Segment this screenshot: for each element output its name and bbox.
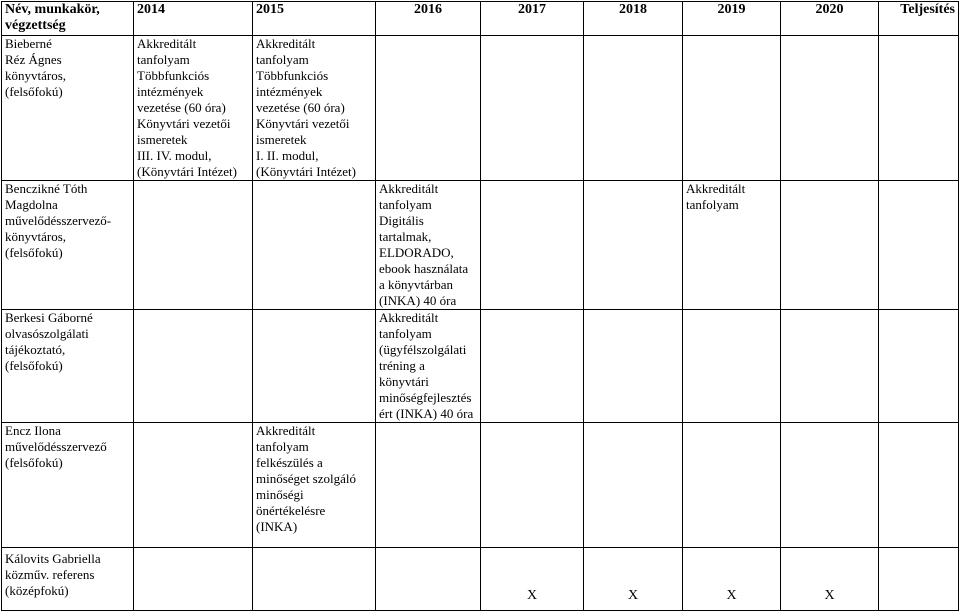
- empty-cell: [781, 423, 879, 548]
- header-year-2020: 2020: [781, 2, 879, 36]
- empty-cell: [879, 36, 959, 181]
- empty-cell: [376, 36, 481, 181]
- empty-cell: [134, 423, 253, 548]
- mark-2020: X: [781, 548, 879, 611]
- empty-cell: [134, 310, 253, 423]
- empty-cell: [481, 310, 584, 423]
- empty-cell: [134, 548, 253, 611]
- header-year-2014: 2014: [134, 2, 253, 36]
- training-plan-table: [1, 1, 959, 611]
- mark-2018: X: [584, 548, 683, 611]
- header-year-2015: 2015: [253, 2, 376, 36]
- header-teljesites: Teljesítés: [879, 2, 959, 36]
- empty-cell: [134, 181, 253, 310]
- table-row: [2, 548, 959, 611]
- empty-cell: [584, 36, 683, 181]
- training-cell-2019: Akkreditált tanfolyam: [683, 181, 781, 310]
- table-row: [2, 36, 959, 181]
- mark-2019: X: [683, 548, 781, 611]
- empty-cell: [879, 548, 959, 611]
- empty-cell: [879, 423, 959, 548]
- empty-cell: [683, 36, 781, 181]
- training-cell-2015: Akkreditált tanfolyam felkészülés a minőséget szolgáló minőségi önértékelésre (INKA): [253, 423, 376, 548]
- empty-cell: [376, 423, 481, 548]
- empty-cell: [879, 310, 959, 423]
- empty-cell: [781, 181, 879, 310]
- header-year-2017: 2017: [481, 2, 584, 36]
- table-row: [2, 423, 959, 548]
- empty-cell: [253, 548, 376, 611]
- training-cell-2015: Akkreditált tanfolyam Többfunkciós intézmények vezetése (60 óra) Könyvtári vezetői ismeretek I. II. modul, (Könyvtári Intézet): [253, 36, 376, 181]
- person-cell: Kálovits Gabriella közműv. referens (középfokú): [2, 548, 134, 611]
- empty-cell: [683, 310, 781, 423]
- empty-cell: [481, 423, 584, 548]
- training-cell-2016: Akkreditált tanfolyam Digitális tartalmak, ELDORADO, ebook használata a könyvtárban (INKA) 40 óra: [376, 181, 481, 310]
- training-cell-2014: Akkreditált tanfolyam Többfunkciós intézmények vezetése (60 óra) Könyvtári vezetői ismeretek III. IV. modul, (Könyvtári Intézet): [134, 36, 253, 181]
- empty-cell: [253, 310, 376, 423]
- empty-cell: [781, 310, 879, 423]
- person-cell: Bieberné Réz Ágnes könyvtáros, (felsőfokú): [2, 36, 134, 181]
- empty-cell: [481, 36, 584, 181]
- table-row: [2, 310, 959, 423]
- empty-cell: [781, 36, 879, 181]
- header-name: Név, munkakör, végzettség: [2, 2, 134, 36]
- person-cell: Benczikné Tóth Magdolna művelődésszervező- könyvtáros, (felsőfokú): [2, 181, 134, 310]
- training-cell-2016: Akkreditált tanfolyam (ügyfélszolgálati tréning a könyvtári minőségfejlesztés ért (INKA) 40 óra: [376, 310, 481, 423]
- empty-cell: [253, 181, 376, 310]
- header-year-2016: 2016: [376, 2, 481, 36]
- empty-cell: [584, 181, 683, 310]
- person-cell: Encz Ilona művelődésszervező (felsőfokú): [2, 423, 134, 548]
- empty-cell: [683, 423, 781, 548]
- empty-cell: [481, 181, 584, 310]
- header-year-2019: 2019: [683, 2, 781, 36]
- empty-cell: [584, 423, 683, 548]
- empty-cell: [376, 548, 481, 611]
- table-row: [2, 181, 959, 310]
- header-year-2018: 2018: [584, 2, 683, 36]
- empty-cell: [584, 310, 683, 423]
- mark-2017: X: [481, 548, 584, 611]
- empty-cell: [879, 181, 959, 310]
- person-cell: Berkesi Gáborné olvasószolgálati tájékoztató, (felsőfokú): [2, 310, 134, 423]
